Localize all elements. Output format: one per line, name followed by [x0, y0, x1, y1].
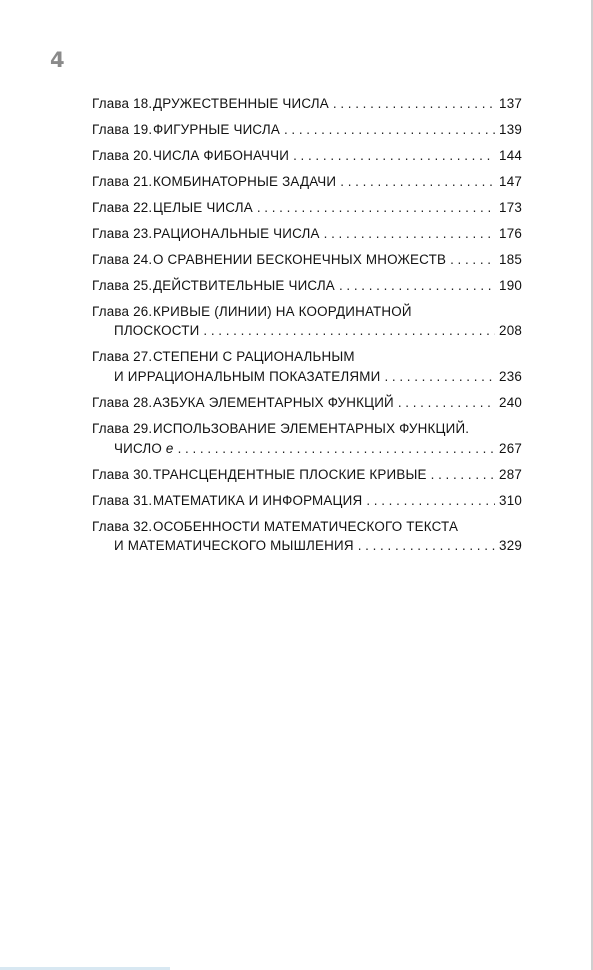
page-ref: 240 [499, 395, 522, 411]
toc-entry [92, 276, 522, 296]
page-ref: 236 [499, 369, 522, 385]
dot-leader [358, 536, 495, 556]
toc-line [92, 120, 522, 140]
chapter-label: Глава 18. [92, 96, 153, 111]
chapter-title: КРИВЫЕ (ЛИНИИ) НА КООРДИНАТНОЙ [153, 303, 412, 319]
toc-line [92, 367, 522, 387]
chapter-title: ИСПОЛЬЗОВАНИЕ ЭЛЕМЕНТАРНЫХ ФУНКЦИЙ. [153, 421, 470, 437]
chapter-title: АЗБУКА ЭЛЕМЕНТАРНЫХ ФУНКЦИЙ [153, 395, 394, 411]
toc-entry [92, 94, 522, 114]
chapter-title: ДЕЙСТВИТЕЛЬНЫЕ ЧИСЛА [153, 277, 335, 293]
chapter-label: Глава 22. [92, 199, 153, 215]
page-ref: 147 [499, 173, 522, 189]
chapter-title: ОСОБЕННОСТИ МАТЕМАТИЧЕСКОГО ТЕКСТА [153, 518, 459, 534]
chapter-label: Глава 19. [92, 121, 153, 137]
chapter-label: Глава 21. [92, 173, 153, 189]
toc-line [92, 393, 522, 413]
chapter-label: Глава 28. [92, 395, 153, 411]
toc-entry [92, 224, 522, 244]
dot-leader [384, 367, 495, 387]
dot-leader [284, 120, 495, 140]
toc-line [92, 439, 522, 459]
toc-line [92, 146, 522, 166]
chapter-title: ЦЕЛЫЕ ЧИСЛА [153, 199, 253, 215]
toc-entry [92, 347, 522, 386]
chapter-title: О СРАВНЕНИИ БЕСКОНЕЧНЫХ МНОЖЕСТВ [153, 251, 447, 267]
page-ref: 176 [499, 225, 522, 241]
page-ref: 190 [499, 277, 522, 293]
chapter-label: Глава 23. [92, 225, 153, 241]
toc-line [92, 276, 522, 296]
chapter-title: ТРАНСЦЕНДЕНТНЫЕ ПЛОСКИЕ КРИВЫЕ [153, 466, 427, 482]
toc-entry [92, 146, 522, 166]
chapter-title: ПЛОСКОСТИ [114, 323, 200, 339]
page-ref: 139 [499, 121, 522, 137]
chapter-title: МАТЕМАТИКА И ИНФОРМАЦИЯ [153, 492, 363, 508]
dot-leader [333, 94, 495, 114]
toc-entry [92, 517, 522, 556]
chapter-label: Глава 24. [92, 251, 153, 267]
page-ref: 185 [499, 251, 522, 267]
toc-entry [92, 491, 522, 511]
chapter-title: КОМБИНАТОРНЫЕ ЗАДАЧИ [153, 173, 337, 189]
table-of-contents [92, 94, 522, 562]
toc-line [92, 491, 522, 511]
page-ref: 137 [499, 96, 522, 111]
toc-line [92, 302, 522, 322]
toc-entry [92, 419, 522, 458]
toc-line [92, 347, 522, 367]
toc-line [92, 198, 522, 218]
toc-entry [92, 393, 522, 413]
toc-entry [92, 250, 522, 270]
dot-leader [324, 224, 495, 244]
toc-entry [92, 172, 522, 192]
toc-line [92, 224, 522, 244]
toc-entry [92, 302, 522, 341]
page-ref: 267 [499, 440, 522, 456]
page-ref: 208 [499, 323, 522, 339]
page-ref: 173 [499, 199, 522, 215]
toc-line [92, 419, 522, 439]
chapter-label: Глава 25. [92, 277, 153, 293]
dot-leader [339, 276, 495, 296]
chapter-title: ФИГУРНЫЕ ЧИСЛА [153, 121, 280, 137]
toc-line [92, 94, 522, 114]
chapter-title: РАЦИОНАЛЬНЫЕ ЧИСЛА [153, 225, 320, 241]
toc-line [92, 172, 522, 192]
chapter-label: Глава 30. [92, 466, 153, 482]
dot-leader [340, 172, 495, 192]
chapter-label: Глава 32. [92, 518, 153, 534]
chapter-title: ЧИСЛА ФИБОНАЧЧИ [153, 147, 290, 163]
toc-line [92, 321, 522, 341]
italic-symbol: e [161, 440, 174, 456]
page-ref: 287 [499, 466, 522, 482]
toc-entry [92, 120, 522, 140]
toc-line [92, 517, 522, 537]
dot-leader [450, 250, 495, 270]
dot-leader [431, 465, 495, 485]
chapter-title: СТЕПЕНИ С РАЦИОНАЛЬНЫМ [153, 349, 355, 365]
dot-leader [203, 321, 495, 341]
chapter-label: Глава 20. [92, 147, 153, 163]
page-number: 4 [50, 48, 65, 72]
dot-leader [178, 439, 495, 459]
chapter-title: ДРУЖЕСТВЕННЫЕ ЧИСЛА [153, 96, 329, 111]
dot-leader [257, 198, 495, 218]
toc-line [92, 536, 522, 556]
page-ref: 144 [499, 147, 522, 163]
chapter-title: И ИРРАЦИОНАЛЬНЫМ ПОКАЗАТЕЛЯМИ [114, 369, 381, 385]
chapter-label: Глава 27. [92, 349, 153, 365]
dot-leader [398, 393, 495, 413]
page-ref: 310 [499, 492, 522, 508]
page-ref: 329 [499, 538, 522, 554]
dot-leader [366, 491, 495, 511]
dot-leader [293, 146, 495, 166]
toc-entry [92, 198, 522, 218]
chapter-label: Глава 26. [92, 303, 153, 319]
chapter-label: Глава 29. [92, 421, 153, 437]
chapter-title: И МАТЕМАТИЧЕСКОГО МЫШЛЕНИЯ [114, 538, 354, 554]
toc-line [92, 250, 522, 270]
chapter-title: ЧИСЛО [114, 440, 162, 456]
toc-line [92, 465, 522, 485]
toc-entry [92, 465, 522, 485]
chapter-label: Глава 31. [92, 492, 153, 508]
